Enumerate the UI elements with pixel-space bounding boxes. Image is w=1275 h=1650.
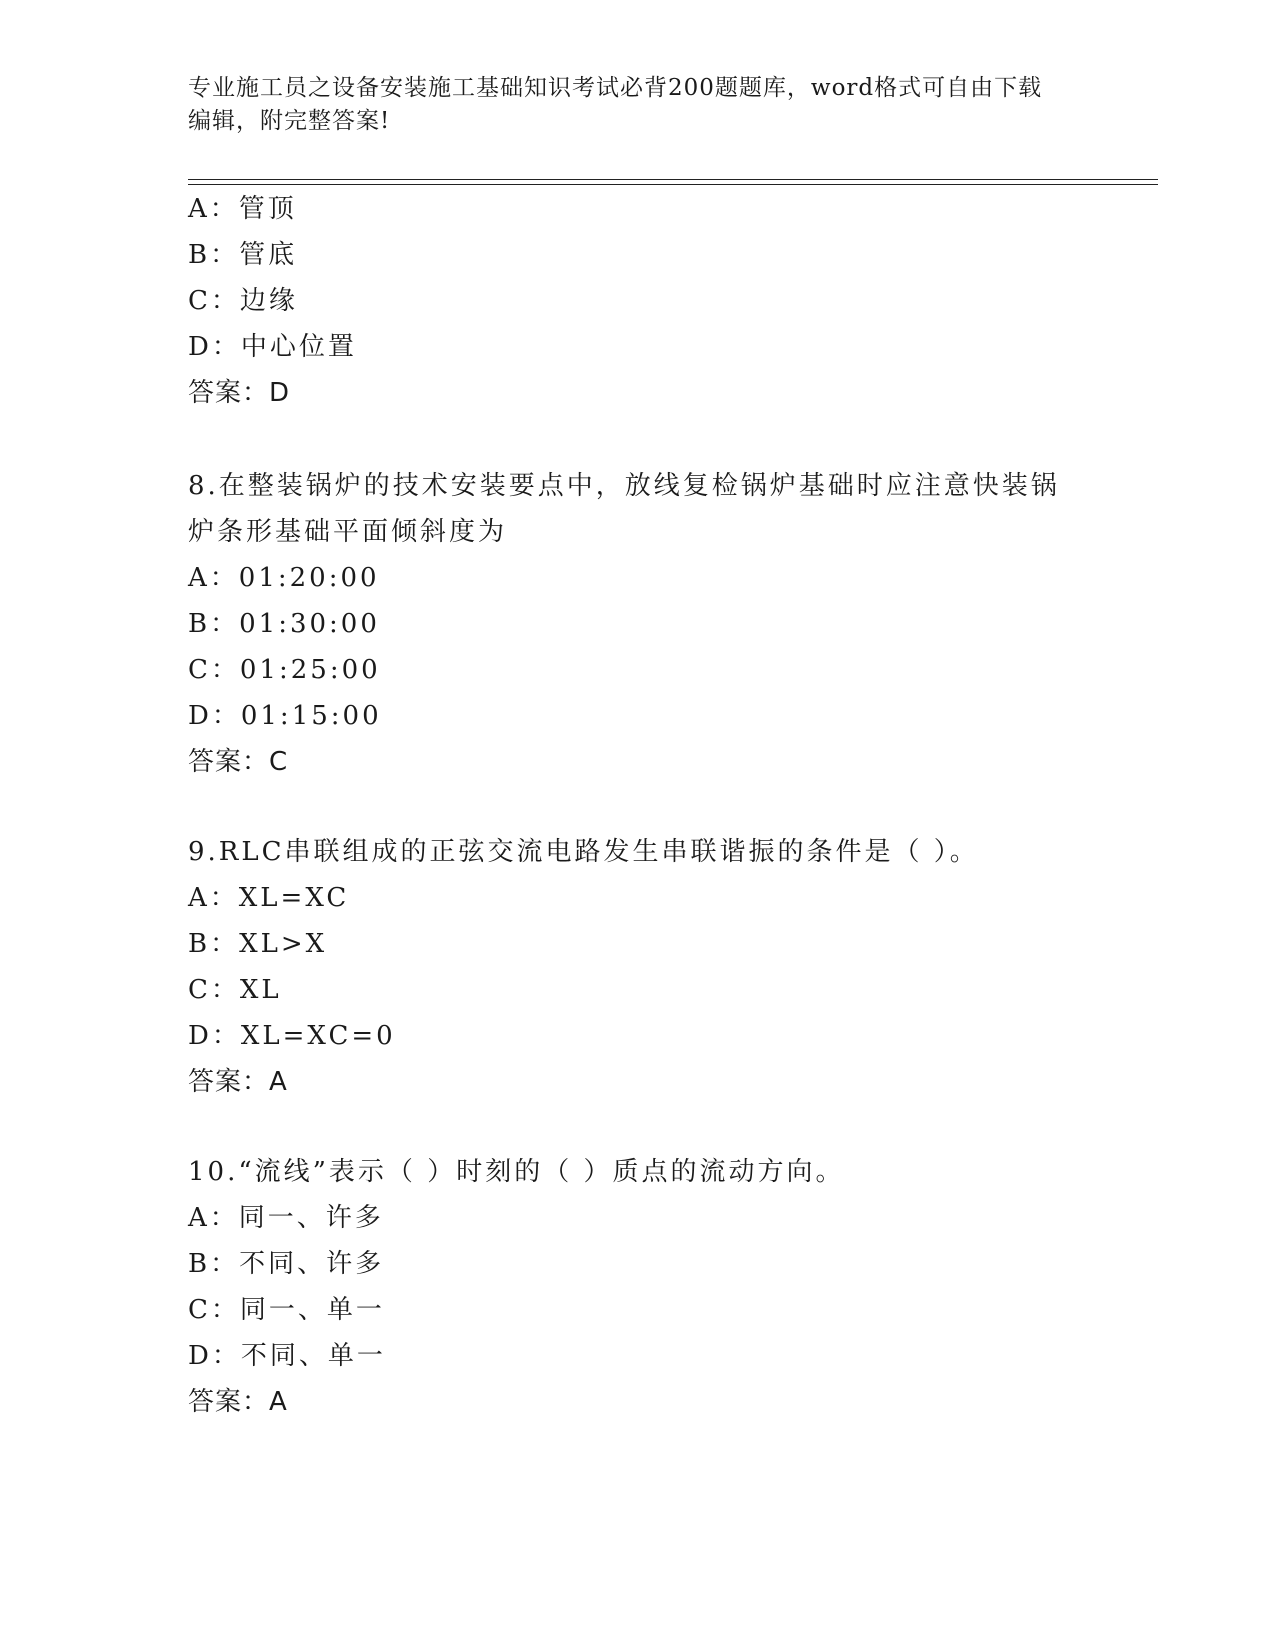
option-a: A：管顶 [188, 194, 297, 224]
option-b: B：管底 [188, 240, 298, 270]
question-text-line-1: 8.在整装锅炉的技术安装要点中，放线复检锅炉基础时应注意快装锅 [188, 471, 1060, 501]
answer-label: 答案：A [188, 1387, 288, 1417]
option-a: A：01:20:00 [188, 563, 380, 593]
header-title-line-1: 专业施工员之设备安装施工基础知识考试必背200题题库，word格式可自由下载 [188, 75, 1043, 101]
option-b: B：01:30:00 [188, 609, 380, 639]
answer-label: 答案：D [188, 378, 291, 408]
option-c: C：边缘 [188, 286, 298, 316]
option-c: C：XL [188, 975, 282, 1005]
question-10-block [188, 1149, 1088, 1425]
option-a: A：XL=XC [188, 883, 350, 913]
document-header [188, 72, 1088, 138]
question-7-block [188, 186, 1088, 416]
option-b: B：XL>X [188, 929, 328, 959]
option-d: D：不同、单一 [188, 1341, 386, 1371]
option-b: B：不同、许多 [188, 1249, 385, 1279]
option-d: D：中心位置 [188, 332, 357, 362]
option-d: D：01:15:00 [188, 701, 382, 731]
header-divider-top [188, 179, 1158, 180]
question-9-block [188, 829, 1088, 1105]
answer-label: 答案：A [188, 1067, 288, 1097]
option-c: C：01:25:00 [188, 655, 381, 685]
header-divider-bottom [188, 184, 1158, 185]
header-title-line-2: 编辑，附完整答案! [188, 108, 391, 134]
answer-label: 答案：C [188, 747, 289, 777]
question-8-block [188, 463, 1088, 785]
option-c: C：同一、单一 [188, 1295, 385, 1325]
question-text: 9.RLC串联组成的正弦交流电路发生串联谐振的条件是（ ）。 [188, 837, 979, 867]
question-text: 10.“流线”表示（ ）时刻的（ ）质点的流动方向。 [188, 1157, 845, 1187]
option-d: D：XL=XC=0 [188, 1021, 396, 1051]
option-a: A：同一、许多 [188, 1203, 384, 1233]
question-text-line-2: 炉条形基础平面倾斜度为 [188, 517, 508, 547]
